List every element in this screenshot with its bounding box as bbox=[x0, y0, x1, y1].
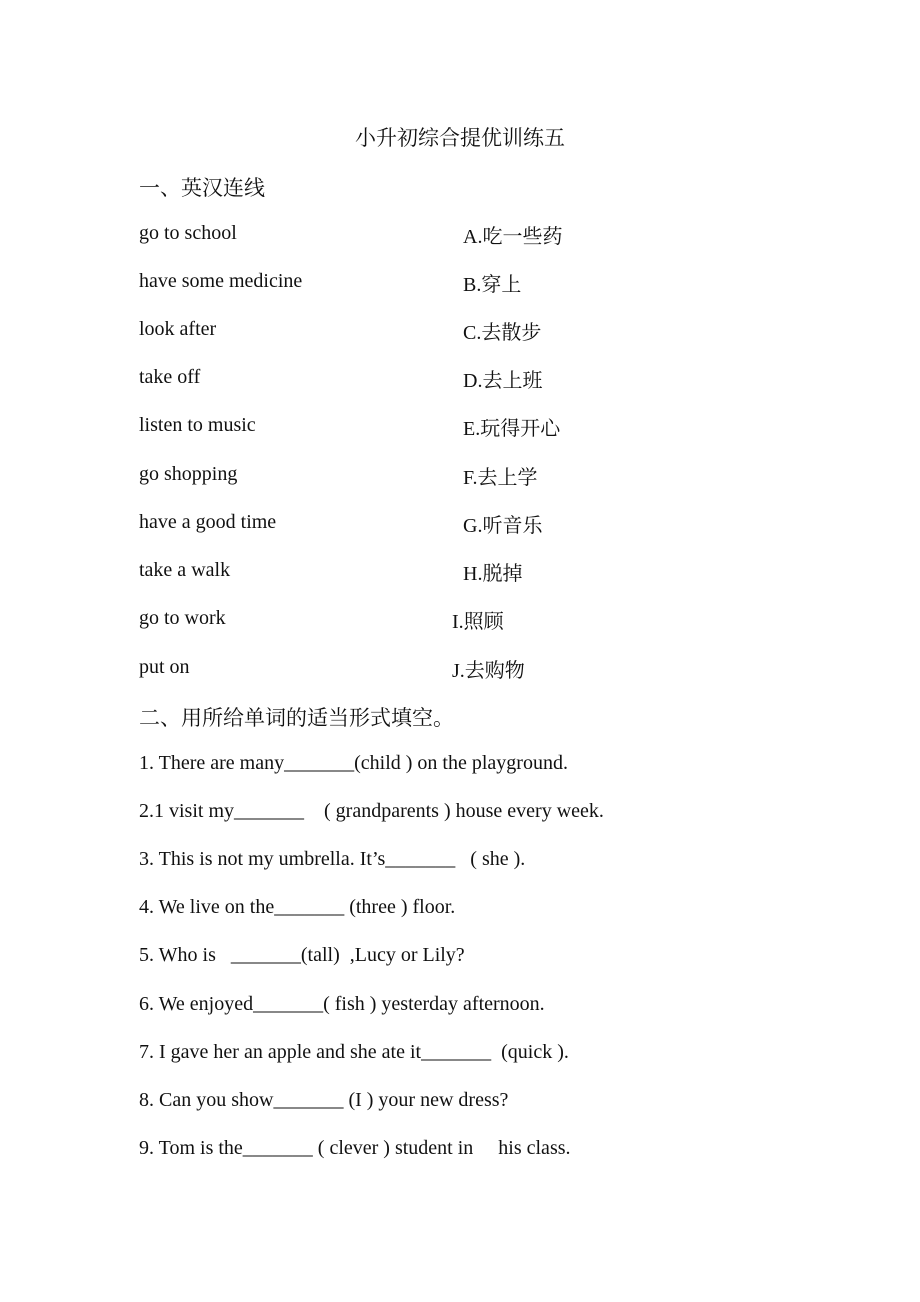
section2-heading: 二、用所给单词的适当形式填空。 bbox=[139, 706, 454, 730]
chinese-meaning: B.穿上 bbox=[463, 274, 522, 296]
fill-in-question: 8. Can you show_______ (I ) your new dress? bbox=[139, 1089, 509, 1111]
chinese-meaning: J.去购物 bbox=[452, 660, 525, 682]
fill-in-question: 3. This is not my umbrella. It’s_______ ( she ). bbox=[139, 848, 526, 870]
fill-in-question: 5. Who is _______(tall) ,Lucy or Lily? bbox=[139, 944, 465, 966]
english-phrase: look after bbox=[139, 318, 217, 340]
english-phrase: go to work bbox=[139, 607, 226, 629]
chinese-meaning: F.去上学 bbox=[463, 467, 538, 489]
english-phrase: take a walk bbox=[139, 559, 231, 581]
chinese-meaning: G.听音乐 bbox=[463, 515, 543, 537]
section1-heading: 一、英汉连线 bbox=[139, 176, 265, 200]
english-phrase: have some medicine bbox=[139, 270, 303, 292]
fill-in-question: 2.1 visit my_______ ( grandparents ) house every week. bbox=[139, 800, 604, 822]
chinese-meaning: D.去上班 bbox=[463, 370, 543, 392]
fill-in-question: 1. There are many_______(child ) on the playground. bbox=[139, 752, 568, 774]
english-phrase: put on bbox=[139, 656, 190, 678]
chinese-meaning: A.吃一些药 bbox=[463, 226, 563, 248]
chinese-meaning: C.去散步 bbox=[463, 322, 542, 344]
english-phrase: go shopping bbox=[139, 463, 238, 485]
english-phrase: take off bbox=[139, 366, 201, 388]
fill-in-question: 6. We enjoyed_______( fish ) yesterday afternoon. bbox=[139, 993, 545, 1015]
chinese-meaning: H.脱掉 bbox=[463, 563, 523, 585]
fill-in-question: 7. I gave her an apple and she ate it_______ (quick ). bbox=[139, 1041, 569, 1063]
fill-in-question: 4. We live on the_______ (three ) floor. bbox=[139, 896, 456, 918]
fill-in-question: 9. Tom is the_______ ( clever ) student in his class. bbox=[139, 1137, 571, 1159]
chinese-meaning: I.照顾 bbox=[452, 611, 504, 633]
page-title: 小升初综合提优训练五 bbox=[355, 126, 565, 150]
english-phrase: go to school bbox=[139, 222, 237, 244]
chinese-meaning: E.玩得开心 bbox=[463, 418, 561, 440]
english-phrase: listen to music bbox=[139, 414, 256, 436]
english-phrase: have a good time bbox=[139, 511, 277, 533]
